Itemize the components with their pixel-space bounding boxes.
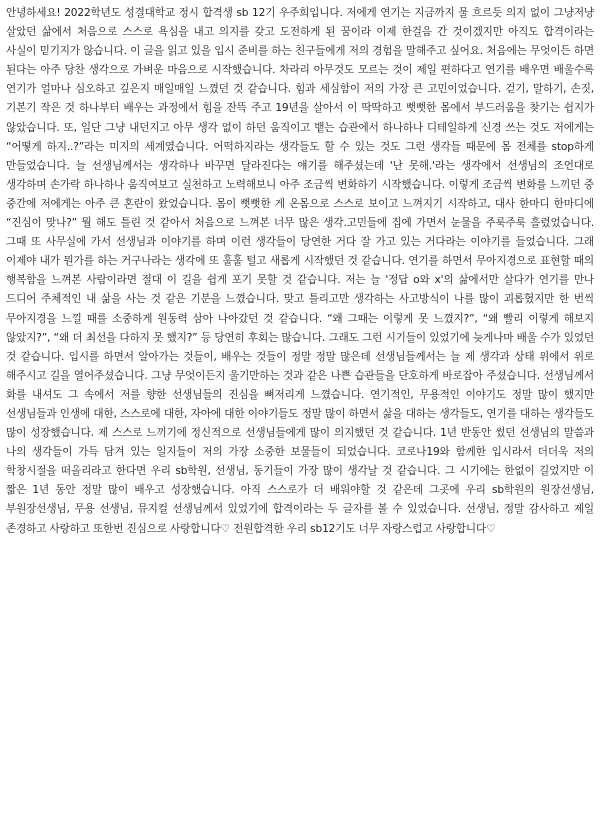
testimonial-body-text: 안녕하세요! 2022학년도 성결대학교 정시 합격생 sb 12기 우주희입니다. 저에게 연기는 지금까지 물 흐르듯 의지 없이 그냥저냥 살았던 삶에서 처음으로 스스로 욕심을 내고 의지를 갖고 도전하게 된 꿈이라 이제 한걸음 간 것이겠지만 아직도 합격이라는 사실이 믿기지가 않습니다. 이 글을 읽고 있을 입시 준비를 하는 친구들에게 저의 경험을 말해주고 싶어요. 처음에는 무엇이든 하면 된다는 아주 당찬 생각으로 가벼운 마음으로 시작했습니다. 차라리 아무것도 모르는 것이 제일 편하다고 연기를 배우면 배울수록 연기가 얼마나 심오하고 깊은지 매일매일 느꼈던 것 같습니다. 힘과 세심함이 저의 가장 큰 고민이었습니다. 걷기, 말하기, 손짓, 기본기 작은 것 하나부터 배우는 과정에서 힘을 잔뜩 주고 19년을 살아서 이 딱딱하고 뻣뻣한 몸에서 부드러움을 찾기는 쉽지가 않았습니다. 또, 일단 그냥 내던지고 아무 생각 없이 하던 움직이고 뱉는 습관에서 하나하나 디테일하게 신경 쓰는 것도 저에게는 “어떻게 하지..?”라는 미지의 세계였습니다. 어떡하지라는 생각들도 할 수 있는 것도 그런 생각들 때문에 몸 전체를 stop하게 만들었습니다. 늘 선생님께서는 생각하나 바꾸면 달라진다는 얘기를 해주셨는데 '난 못해.'라는 생각에서 선생님의 조언대로 생각하며 손가락 하나하나 움직여보고 실천하고 노력해보니 아주 조금씩 변화하기 시작했습니다. 이렇게 조금씩 변화를 느끼던 중 중간에 저에게는 아주 큰 혼란이 왔었습니다. 몸이 뻣뻣한 게 온몸으로 스스로 보이고 느껴지기 시작하고, 대사 한마디 한마디에 “진심이 맞나?” 뭘 해도 틀린 것 같아서 처음으로 느껴본 너무 많은 생각.고민들에 집에 가면서 눈물을 주룩주룩 흘렸었습니다. 그때 또 사무실에 가서 선생님과 이야기를 하며 이런 생각들이 당연한 거다 잘 가고 있는 거다라는 이야기를 들었습니다. 그래 이제야 내가 뭔가를 하는 거구나라는 생각에 또 훌훌 털고 새롭게 시작했던 것 같습니다. 연기를 하면서 무아지경으로 표현할 때의 행복함을 느껴본 사람이라면 절대 이 길을 쉽게 포기 못할 것 같습니다. 저는 늘 '정답 o와 x'의 삶에서만 살다가 연기를 만나 드디어 주체적인 내 삶을 사는 것 같은 기분을 느꼈습니다. 맞고 틀리고만 생각하는 사고방식이 나를 많이 괴롭혔지만 한 번씩 무아지경을 느낄 때를 소중하게 원동력 삼아 나아갔던 것 같습니다. “왜 그때는 이렇게 못 느꼈지?”, “왜 빨리 이렇게 해보지 않았지?”, “왜 더 최선을 다하지 못 했지?” 등 당연히 후회는 많습니다. 그래도 그런 시기들이 있었기에 늦게나마 배울 수가 있었던 것 같습니다. 입시를 하면서 알아가는 것들이, 배우는 것들이 정말 정말 많은데 선생님들께서는 늘 제 생각과 상태 위에서 위로 해주시고 길을 열어주셨습니다. 그냥 무엇이든지 울기만하는 것과 같은 나쁜 습관들을 단호하게 바로잡아 주셨습니다. 선생님께서 화를 내셔도 그 속에서 저를 향한 선생님들의 진심을 뼈저리게 느꼈습니다. 연기적인, 무용적인 이야기도 정말 많이 했지만 선생님들과 인생에 대한, 스스로에 대한, 자아에 대한 이야기들도 정말 많이 하면서 삶을 대하는 생각들도, 연기를 대하는 생각들도 많이 성장했습니다. 제 스스로 느끼기에 정신적으로 선생님들에게 많이 의지했던 것 같습니다. 1년 반동안 썼던 선생님의 말씀과 나의 생각들이 가득 담겨 있는 일지들이 저의 가장 소중한 보물들이 되었습니다. 코로나19와 함께한 입시라서 더더욱 저의 학창시절을 떠올리라고 한다면 우리 sb학원, 선생님, 동기들이 가장 많이 생각날 것 같습니다. 그 시기에는 한없이 길었지만 이 짧은 1년 동안 정말 많이 배우고 성장했습니다. 아직 스스로가 더 배워야할 것 같은데 그곳에 우리 sb학원의 원장선생님, 부원장선생님, 무용 선생님, 뮤지컬 선생님께서 있었기에 합격이라는 두 글자를 볼 수 있었습니다. 선생님, 정말 감사하고 제일 존경하고 사랑하고 또한번 진심으로 사랑합니다♡ 전원합격한 우리 sb12기도 너무 자랑스럽고 사랑합니다♡ <box>6 7 594 535</box>
document-page <box>6 4 594 824</box>
